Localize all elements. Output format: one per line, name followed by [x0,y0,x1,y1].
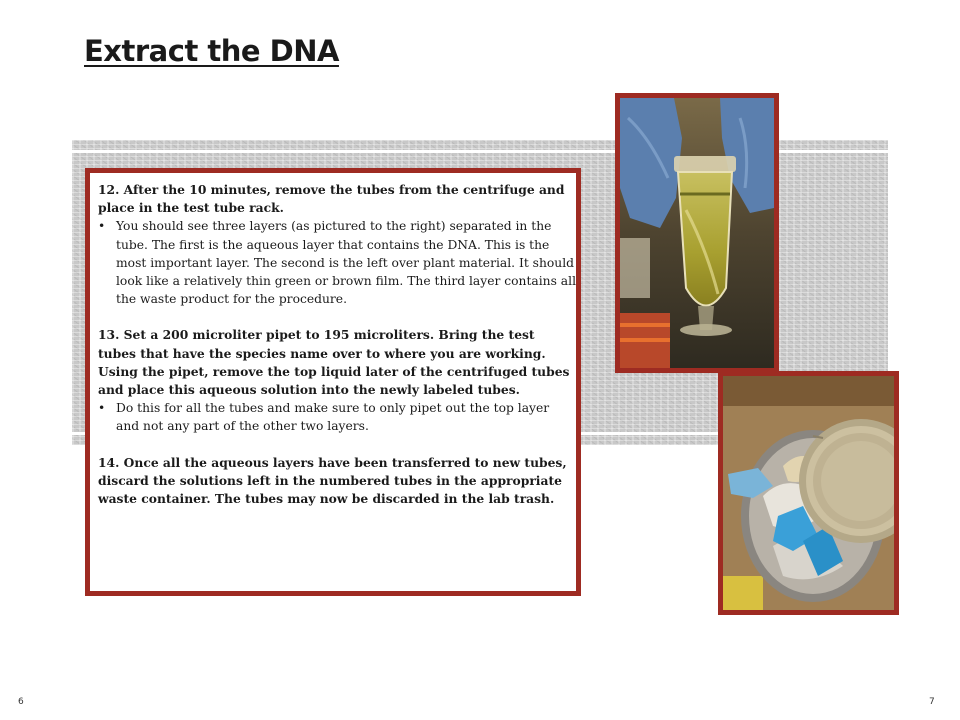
page-number-right: 7 [929,697,935,707]
page-title: Extract the DNA [84,34,339,68]
waste-container-illustration [723,376,894,610]
step-13-heading: 13. Set a 200 microliter pipet to 195 microliters. Bring the test tubes that have the species name over to where you are working. Using the pipet, remove the top liquid later of the centrifuged tubes and place this aqueous solution into the newly labeled tubes. [98,327,570,398]
test-tube-illustration [620,98,774,368]
instructions-textbox [85,168,581,596]
bullet-icon: • [98,401,106,416]
step-13-bullet [98,399,576,435]
step-13-bullet-text: Do this for all the tubes and make sure to only pipet out the top layer and not any part of the other two layers. [116,401,550,434]
step-12-bullet-text: You should see three layers (as pictured to the right) separated in the tube. The first is the aqueous layer that contains the DNA. This is the most important layer. The second is the left over plant material. It should look like a relatively thin green or brown film. The third layer contains all the waste product for the procedure. [116,219,577,307]
step-14-heading: 14. Once all the aqueous layers have been transferred to new tubes, discard the solutions left in the numbered tubes in the appropriate waste container. The tubes may now be discarded in the lab trash. [98,454,567,507]
step-12-heading: 12. After the 10 minutes, remove the tubes from the centrifuge and place in the test tube rack. [98,182,565,216]
page-number-left: 6 [18,697,24,707]
test-tube-photo [615,93,779,373]
step-12-bullet [98,217,576,308]
waste-container-photo [718,371,899,615]
bullet-icon: • [98,219,106,234]
